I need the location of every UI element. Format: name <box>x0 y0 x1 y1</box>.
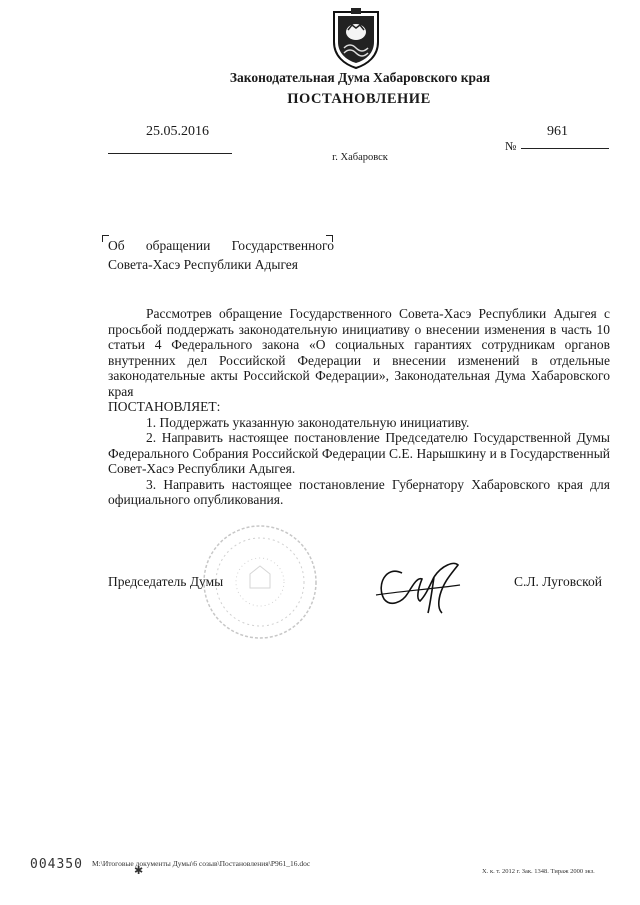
print-info: Х. к. т. 2012 г. Зак. 1348. Тираж 2000 экз. <box>482 868 595 875</box>
city-name: г. Хабаровск <box>332 152 388 163</box>
resolution-item: 2. Направить настоящее постановление Председателю Государственной Думы Федерального Собрания Российской Федерации С.Е. Нарышкину и в Государственный Совет-Хасэ Республики Адыгея. <box>108 430 610 476</box>
coat-of-arms-icon <box>330 8 382 70</box>
document-body <box>108 306 610 508</box>
document-number: 961 <box>547 124 568 139</box>
signatory-title: Председатель Думы <box>108 574 224 589</box>
number-sign: № <box>505 139 517 153</box>
subject-line-2: Совета-Хасэ Республики Адыгея <box>108 257 299 272</box>
resolution-item: 1. Поддержать указанную законодательную инициативу. <box>146 414 470 430</box>
document-type: ПОСТАНОВЛЕНИЕ <box>287 91 431 107</box>
file-path: М:\Итоговые документы Думы\6 созыв\Постановления\Р961_16.doc <box>92 859 311 868</box>
document-subject <box>108 236 334 274</box>
signatory-name: С.Л. Луговской <box>514 574 602 589</box>
body-intro: Рассмотрев обращение Государственного Совета-Хасэ Республики Адыгея с просьбой поддержать законодательную инициативу о внесении изменения в часть 10 статьи 4 Федерального закона «О социальных гарантиях сотрудникам органов внутренних дел Российской Федерации и внесении изменений в отдельные законодательные акты Российской Федерации», Законодательная Дума Хабаровского края <box>108 306 610 399</box>
organization-name: Законодательная Дума Хабаровского края <box>229 70 491 85</box>
handwritten-signature <box>372 555 464 617</box>
number-underline <box>521 148 609 149</box>
resolves-heading: ПОСТАНОВЛЯЕТ: <box>108 399 221 414</box>
asterisk-icon: ✱ <box>134 865 144 877</box>
subject-line-1: Об обращении Государственного <box>108 238 334 253</box>
registration-number: 004350 <box>30 857 83 872</box>
resolution-item: 3. Направить настоящее постановление Губернатору Хабаровского края для официального опубликования. <box>108 476 610 507</box>
document-date: 25.05.2016 <box>146 124 209 139</box>
